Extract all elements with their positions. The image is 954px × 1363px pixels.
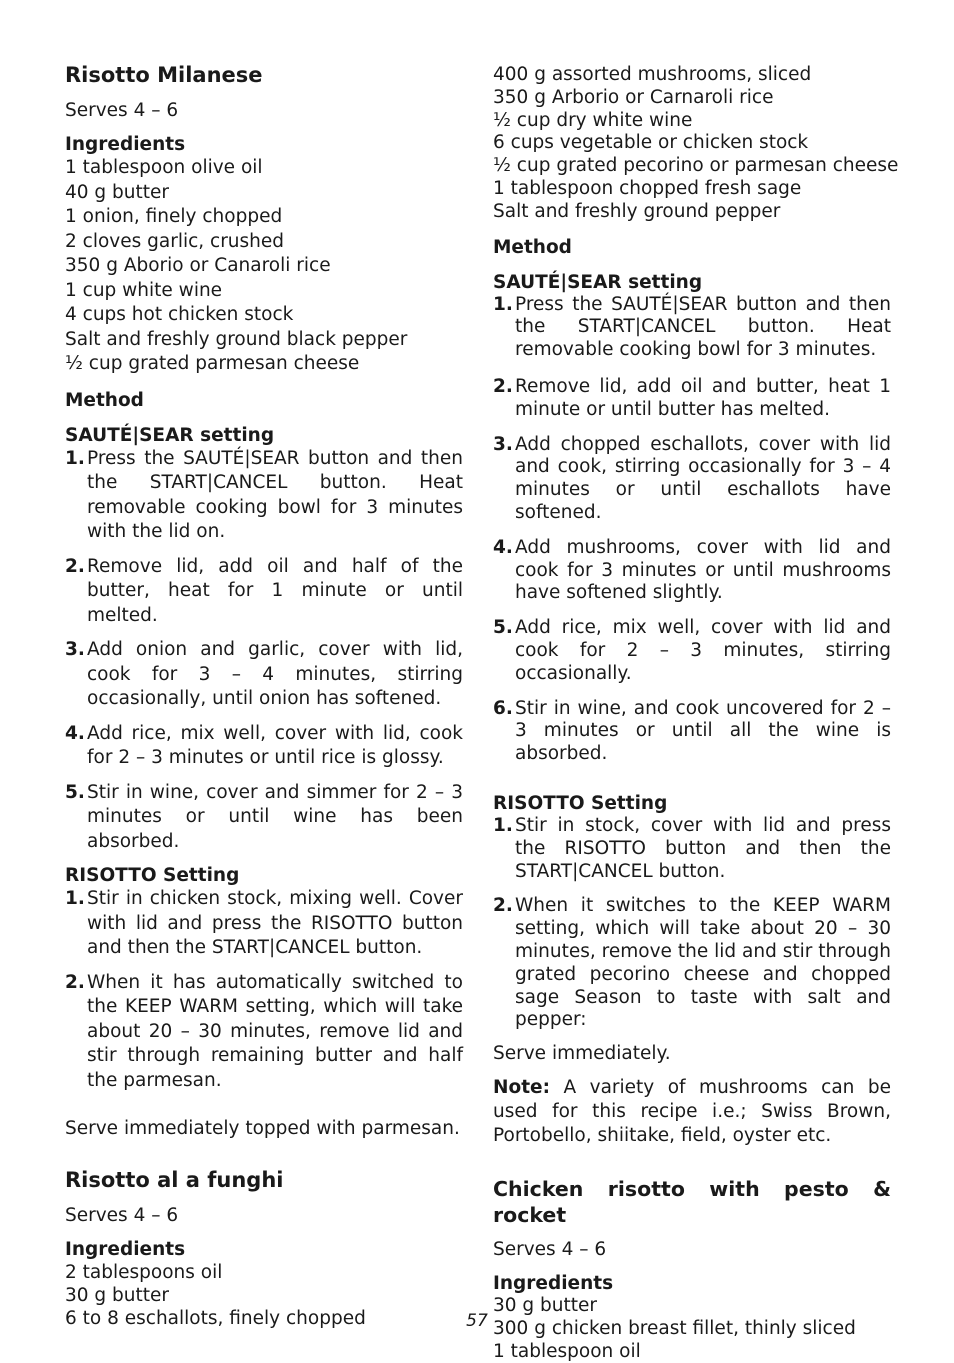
recipe-title-chicken-risotto: Chicken risotto with pesto & rocket — [493, 1177, 891, 1228]
step-number: 5. — [65, 781, 85, 803]
risotto-steps — [65, 887, 463, 1093]
step-text: Stir in chicken stock, mixing well. Cover with lid and press the RISOTTO button and then the START|CANCEL button. — [87, 888, 463, 958]
method-step — [493, 294, 891, 362]
note-label: Note: — [493, 1077, 550, 1099]
note-text: A variety of mushrooms can be used for this recipe i.e.; Swiss Brown, Portobello, shiitake, field, oyster etc. — [493, 1077, 891, 1147]
ingredient-item: 1 tablespoon chopped fresh sage — [493, 177, 802, 199]
method-step — [65, 555, 463, 629]
method-heading: Method — [65, 389, 144, 411]
step-text: Add onion and garlic, cover with lid, cook for 3 – 4 minutes, stirring occasionally, until onion has softened. — [87, 639, 463, 709]
step-text: Press the SAUTÉ|SEAR button and then the START|CANCEL button. Heat removable cooking bowl for 3 minutes with the lid on. — [87, 447, 463, 542]
step-text: Remove lid, add oil and butter, heat 1 minute or until butter has melted. — [515, 375, 891, 420]
risotto-heading: RISOTTO Setting — [65, 865, 240, 886]
ingredients-heading: Ingredients — [493, 1273, 614, 1295]
step-number: 1. — [493, 814, 513, 836]
serve-text: Serve immediately topped with parmesan. — [65, 1118, 460, 1139]
step-number: 2. — [65, 555, 85, 577]
ingredient-item: 350 g Arborio or Carnaroli rice — [493, 86, 774, 108]
left-column — [65, 62, 463, 1330]
method-step — [65, 781, 463, 855]
step-number: 3. — [65, 639, 85, 660]
step-number: 1. — [65, 447, 85, 469]
method-step — [493, 698, 891, 766]
method-step — [493, 815, 891, 883]
ingredient-item: 30 g butter — [65, 1285, 170, 1306]
ingredient-item: 300 g chicken breast fillet, thinly sliced — [493, 1317, 856, 1339]
saute-steps — [65, 447, 463, 855]
method-step — [493, 895, 891, 1032]
step-text: When it switches to the KEEP WARM setting, which will take about 20 – 30 minutes, remove the lid and stir through grated pecorino cheese and chopped sage Season to taste with salt and pepper: — [515, 895, 891, 1031]
recipe-title-risotto-funghi: Risotto al a funghi — [65, 1168, 284, 1192]
ingredient-item: 1 tablespoon olive oil — [65, 157, 263, 178]
ingredient-item: 40 g butter — [65, 181, 170, 203]
step-text: Add mushrooms, cover with lid and cook for 3 minutes or until mushrooms have softened slightly. — [515, 536, 891, 604]
method-step — [493, 376, 891, 422]
ingredient-item: ½ cup dry white wine — [493, 109, 693, 131]
method-step — [65, 722, 463, 771]
step-text: Press the SAUTÉ|SEAR button and then the START|CANCEL button. Heat removable cooking bowl for 3 minutes. — [515, 293, 891, 361]
step-number: 5. — [493, 617, 513, 639]
ingredient-item: 1 tablespoon oil — [493, 1340, 641, 1362]
risotto-heading: RISOTTO Setting — [493, 792, 668, 814]
saute-heading: SAUTÉ|SEAR setting — [493, 271, 703, 293]
step-number: 1. — [493, 293, 513, 315]
saute-heading: SAUTÉ|SEAR setting — [65, 424, 275, 446]
ingredients-heading: Ingredients — [65, 1239, 186, 1260]
ingredients-list-continued — [493, 64, 899, 224]
risotto-steps — [493, 815, 891, 1032]
method-heading: Method — [493, 236, 572, 258]
step-number: 4. — [65, 722, 85, 744]
ingredient-item: 4 cups hot chicken stock — [65, 304, 294, 325]
step-number: 2. — [493, 895, 513, 917]
step-text: Stir in wine, and cook uncovered for 2 – 3 minutes or until all the wine is absorbed. — [515, 697, 891, 765]
step-text: Stir in wine, cover and simmer for 2 – 3 minutes or until wine has been absorbed. — [87, 781, 463, 852]
step-number: 2. — [493, 375, 513, 397]
method-step — [65, 638, 463, 712]
ingredient-item: 30 g butter — [493, 1295, 598, 1317]
step-number: 6. — [493, 697, 513, 719]
ingredient-item: 350 g Aborio or Canaroli rice — [65, 255, 331, 276]
ingredient-item: Salt and freshly ground pepper — [493, 200, 781, 222]
serves-text: Serves 4 – 6 — [65, 1205, 179, 1226]
method-step — [65, 447, 463, 545]
ingredients-list — [65, 156, 463, 377]
ingredient-item: 400 g assorted mushrooms, sliced — [493, 64, 812, 85]
step-text: Stir in stock, cover with lid and press the RISOTTO button and then the START|CANCEL button. — [515, 814, 891, 882]
ingredient-item: 1 onion, finely chopped — [65, 206, 283, 227]
step-number: 3. — [493, 433, 513, 455]
step-text: When it has automatically switched to the KEEP WARM setting, which will take about 20 – 30 minutes, remove lid and stir through remaining butter and half the parmesan. — [87, 971, 463, 1091]
note-paragraph — [493, 1076, 891, 1148]
ingredient-item: ½ cup grated pecorino or parmesan cheese — [493, 155, 899, 177]
ingredient-item: 6 cups vegetable or chicken stock — [493, 132, 809, 154]
ingredient-item: 6 to 8 eschallots, finely chopped — [65, 1308, 366, 1329]
ingredient-item: ½ cup grated parmesan cheese — [65, 353, 360, 374]
method-step — [493, 617, 891, 685]
step-text: Add rice, mix well, cover with lid, cook for 2 – 3 minutes or until rice is glossy. — [87, 722, 463, 768]
serve-text: Serve immediately. — [493, 1043, 671, 1065]
ingredient-item: Salt and freshly ground black pepper — [65, 328, 408, 350]
step-text: Add chopped eschallots, cover with lid and cook, stirring occasionally for 3 – 4 minutes or until eschallots have softened. — [515, 433, 891, 523]
page-number: 57 — [466, 1311, 488, 1331]
ingredients-heading: Ingredients — [65, 134, 186, 155]
step-number: 1. — [65, 888, 85, 909]
saute-steps — [493, 294, 891, 766]
method-step — [493, 434, 891, 525]
ingredient-item: 1 cup white wine — [65, 279, 223, 301]
method-step — [493, 537, 891, 605]
serves-text: Serves 4 – 6 — [65, 100, 179, 121]
step-number: 2. — [65, 971, 85, 993]
method-step — [65, 971, 463, 1094]
step-number: 4. — [493, 536, 513, 558]
step-text: Remove lid, add oil and half of the butter, heat for 1 minute or until melted. — [87, 555, 463, 626]
step-text: Add rice, mix well, cover with lid and cook for 2 – 3 minutes, stirring occasionally. — [515, 617, 891, 684]
recipe-title-risotto-milanese: Risotto Milanese — [65, 63, 263, 87]
ingredient-item: 2 tablespoons oil — [65, 1262, 223, 1283]
right-column — [493, 64, 899, 1363]
serves-text: Serves 4 – 6 — [493, 1239, 607, 1261]
method-step — [65, 887, 463, 961]
ingredient-item: 2 cloves garlic, crushed — [65, 230, 285, 252]
